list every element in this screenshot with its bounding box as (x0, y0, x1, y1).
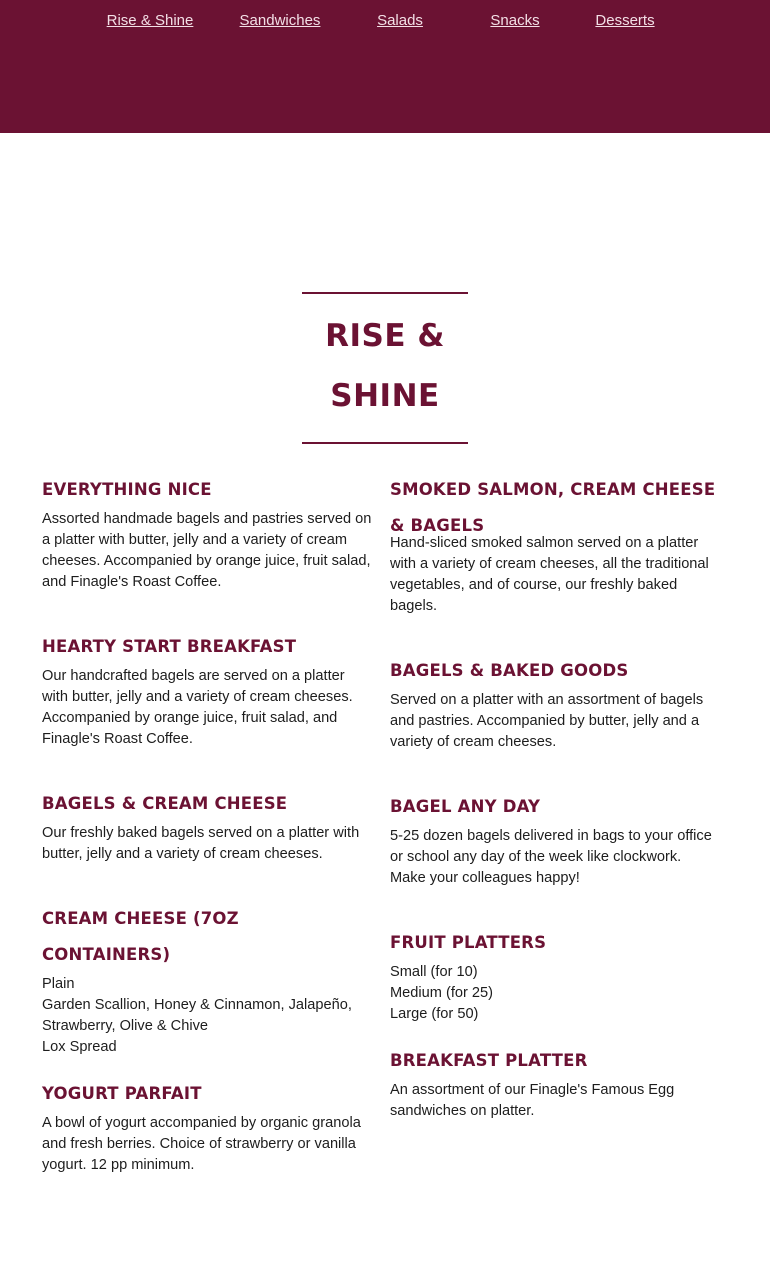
menu-item (390, 472, 720, 617)
menu-item-description: A bowl of yogurt accompanied by organic granola and fresh berries. Choice of strawberry or vanilla yogurt. 12 pp minimum. (42, 1115, 361, 1173)
nav-item-desserts[interactable]: Desserts (595, 12, 655, 29)
menu-item (390, 1043, 720, 1122)
menu-item-description: An assortment of our Finagle's Famous Egg sandwiches on platter. (390, 1082, 675, 1119)
menu-item-name: FRUIT PLATTERS (390, 933, 547, 952)
section-title-block (300, 292, 470, 444)
menu-item-option: Large (for 50) (390, 1006, 479, 1022)
menu-item-description: Assorted handmade bagels and pastries served on a platter with butter, jelly and a variety of cream cheeses. Accompanied by orange juice, fruit salad, and Finagle's Roast Coffee. (42, 511, 372, 590)
menu-item-name: HEARTY START BREAKFAST (42, 637, 297, 656)
menu-item (42, 901, 372, 1058)
nav-item-snacks[interactable]: Snacks (490, 12, 540, 29)
menu-item-name: BREAKFAST PLATTER (390, 1051, 588, 1070)
menu-item (42, 1076, 372, 1176)
menu-page (0, 292, 770, 1266)
menu-item-name: BAGELS & CREAM CHEESE (42, 794, 288, 813)
menu-item (42, 786, 372, 865)
menu-item (390, 789, 720, 889)
menu-item-option-list (42, 974, 372, 1058)
menu-item (390, 925, 720, 1025)
menu-item-option-list (390, 962, 720, 1025)
nav-item-salads[interactable]: Salads (377, 12, 423, 29)
menu-item-option: Small (for 10) (390, 964, 478, 980)
menu-item-name: CREAM CHEESE (7OZ CONTAINERS) (42, 909, 239, 964)
menu-item-option: Lox Spread (42, 1039, 117, 1055)
menu-item-name: YOGURT PARFAIT (42, 1084, 202, 1103)
menu-item (390, 653, 720, 753)
page-bottom-spacer (0, 1206, 770, 1266)
menu-item-option: Medium (for 25) (390, 985, 493, 1001)
menu-item-name: SMOKED SALMON, CREAM CHEESE & BAGELS (390, 480, 716, 535)
menu-item-description: Served on a platter with an assortment of bagels and pastries. Accompanied by butter, jelly and a variety of cream cheeses. (390, 692, 704, 750)
menu-item (42, 629, 372, 750)
menu-item (42, 472, 372, 593)
menu-grid (40, 472, 730, 1206)
title-rule-bottom (302, 442, 468, 444)
menu-item-name: EVERYTHING NICE (42, 480, 212, 499)
menu-item-description: Hand-sliced smoked salmon served on a platter with a variety of cream cheeses, all the traditional vegetables, and of course, our freshly baked bagels. (390, 535, 709, 614)
main-navigation (0, 0, 770, 32)
menu-item-option: Plain (42, 976, 75, 992)
menu-column-right (390, 472, 720, 1206)
nav-item-rise-and-shine[interactable]: Rise & Shine (106, 12, 194, 29)
page-title-line-2: SHINE (330, 378, 440, 414)
page-title (300, 294, 470, 432)
menu-item-name: BAGELS & BAKED GOODS (390, 661, 629, 680)
menu-item-name: BAGEL ANY DAY (390, 797, 541, 816)
menu-column-left (42, 472, 372, 1206)
nav-item-sandwiches[interactable]: Sandwiches (239, 12, 321, 29)
menu-item-description: Our handcrafted bagels are served on a platter with butter, jelly and a variety of cream cheeses. Accompanied by orange juice, fruit salad, and Finagle's Roast Coffee. (42, 668, 353, 747)
menu-item-description: 5-25 dozen bagels delivered in bags to your office or school any day of the week like clockwork. Make your colleagues happy! (390, 828, 712, 886)
menu-item-option: Garden Scallion, Honey & Cinnamon, Jalapeño, Strawberry, Olive & Chive (42, 997, 352, 1034)
top-navigation-band (0, 0, 770, 133)
menu-item-description: Our freshly baked bagels served on a platter with butter, jelly and a variety of cream cheeses. (42, 825, 360, 862)
page-title-line-1: RISE & (325, 318, 445, 354)
